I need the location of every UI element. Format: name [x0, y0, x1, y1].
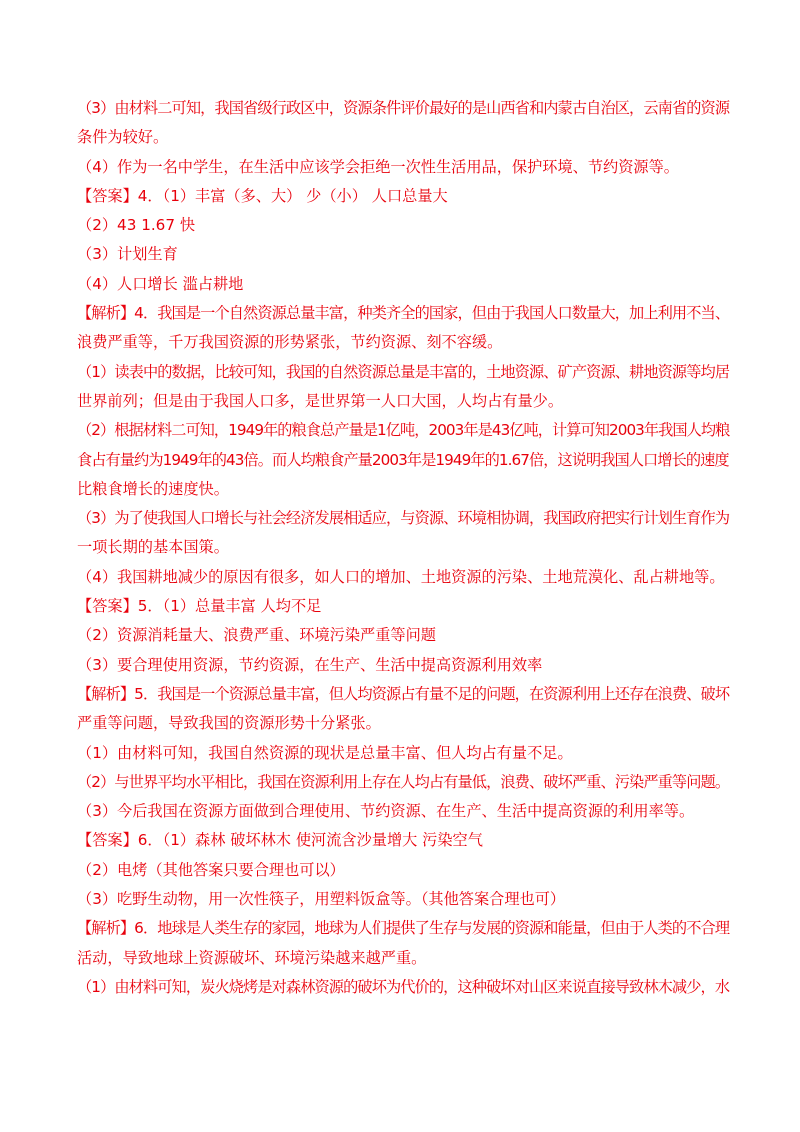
- text-line: （3）为了使我国人口增长与社会经济发展相适应，与资源、环境相协调，我国政府把实行计划生育作为: [77, 509, 730, 528]
- text-line: （2）与世界平均水平相比，我国在资源利用上存在人均占有量低，浪费、破坏严重、污染严重等问题。: [77, 772, 730, 791]
- text-line: （1）读表中的数据，比较可知，我国的自然资源总量是丰富的，土地资源、矿产资源、耕地资源等均居: [77, 362, 730, 381]
- text-line: （2）电烤（其他答案只要合理也可以）: [77, 860, 345, 879]
- text-line: 浪费严重等，千万我国资源的形势紧张，节约资源、刻不容缓。: [77, 333, 503, 352]
- text-line: 【解析】6．地球是人类生存的家园，地球为人们提供了生存与发展的资源和能量，但由于人类的不合理: [77, 919, 730, 938]
- text-line: 严重等问题，导致我国的资源形势十分紧张。: [77, 714, 381, 733]
- text-line: （1）由材料可知，炭火烧烤是对森林资源的破坏为代价的，这种破坏对山区来说直接导致林木减少，水: [77, 977, 730, 996]
- text-line: 世界前列；但是由于我国人口多，是世界第一人口大国，人均占有量少。: [77, 391, 563, 410]
- text-line: （1）由材料可知，我国自然资源的现状是总量丰富、但人均占有量不足。: [77, 743, 573, 762]
- text-line: 【解析】4．我国是一个自然资源总量丰富，种类齐全的国家，但由于我国人口数量大，加上利用不当、: [77, 304, 730, 323]
- text-line: 【答案】4．（1）丰富（多、大） 少（小） 人口总量大: [77, 186, 448, 205]
- text-line: 【答案】5．（1）总量丰富 人均不足: [77, 597, 322, 616]
- document-body: [77, 94, 729, 1002]
- text-line: （4）人口增长 滥占耕地: [77, 274, 244, 293]
- text-line: （3）要合理使用资源，节约资源，在生产、生活中提高资源利用效率: [77, 655, 543, 674]
- text-line: （2）43 1.67 快: [77, 216, 196, 235]
- text-line: 【答案】6．（1）森林 破坏林木 使河流含沙量增大 污染空气: [77, 831, 483, 850]
- text-line: （3）今后我国在资源方面做到合理使用、节约资源、在生产、生活中提高资源的利用率等。: [77, 802, 695, 821]
- text-line: 活动，导致地球上资源破坏、环境污染越来越严重。: [77, 948, 427, 967]
- text-line: （4）我国耕地减少的原因有很多，如人口的增加、土地资源的污染、土地荒漠化、乱占耕地等。: [77, 567, 725, 586]
- text-line: 比粮食增长的速度快。: [77, 479, 229, 498]
- text-line: （3）计划生育: [77, 245, 178, 264]
- text-line: （2）资源消耗量大、浪费严重、环境污染严重等问题: [77, 626, 436, 645]
- text-line: （3）吃野生动物，用一次性筷子，用塑料饭盒等。（其他答案合理也可）: [77, 890, 566, 909]
- text-line: （2）根据材料二可知，1949年的粮食总产量是1亿吨，2003年是43亿吨，计算可知2003年我国人均粮: [77, 421, 730, 440]
- text-line: 食占有量约为1949年的43倍。而人均粮食产量2003年是1949年的1.67倍，这说明我国人口增长的速度: [77, 450, 729, 469]
- text-line: 条件为较好。: [77, 128, 169, 147]
- text-line: （3）由材料二可知，我国省级行政区中，资源条件评价最好的是山西省和内蒙古自治区，云南省的资源: [77, 99, 730, 117]
- text-line: 【解析】5．我国是一个资源总量丰富，但人均资源占有量不足的问题，在资源利用上还存在浪费、破坏: [77, 684, 730, 703]
- text-line: 一项长期的基本国策。: [77, 538, 229, 557]
- text-line: （4）作为一名中学生，在生活中应该学会拒绝一次性生活用品，保护环境、节约资源等。: [77, 157, 679, 176]
